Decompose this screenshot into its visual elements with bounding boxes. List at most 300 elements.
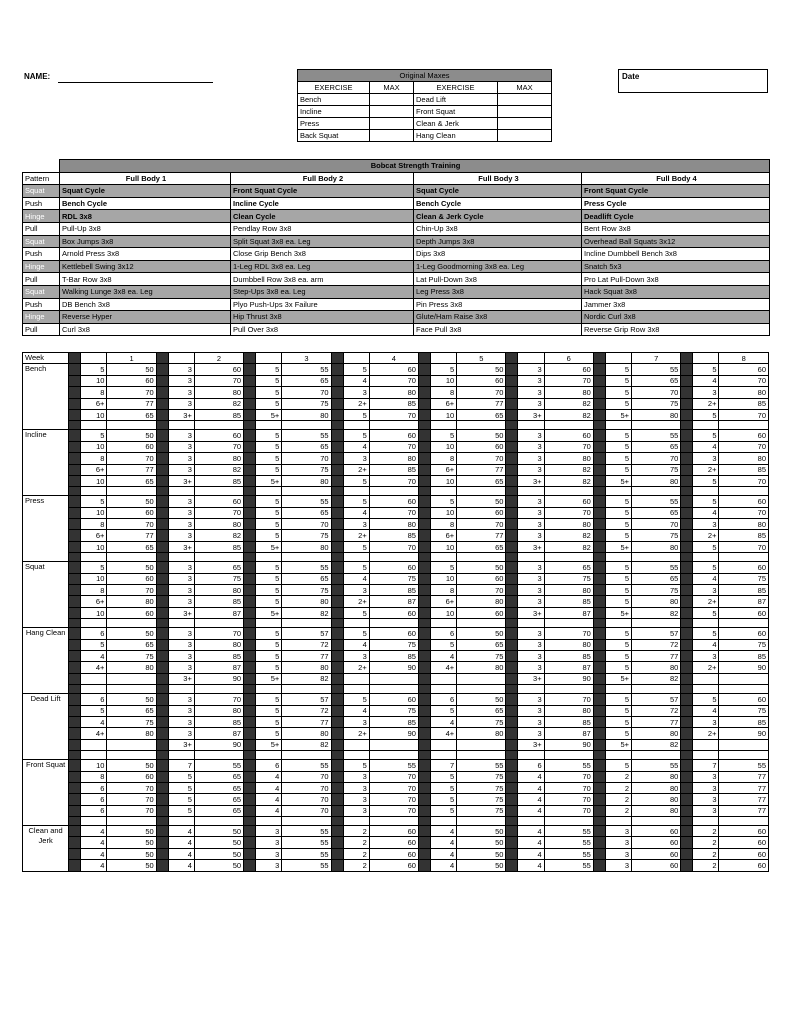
lift-row (23, 650, 769, 661)
reps-cell: 5 (431, 364, 457, 375)
blank-cell (343, 553, 369, 562)
blank-cell (282, 817, 331, 826)
max-entry-field[interactable] (498, 130, 552, 142)
divider-cell (244, 441, 256, 452)
percent-cell: 50 (194, 826, 243, 837)
blank-cell (457, 817, 506, 826)
percent-cell: 90 (194, 673, 243, 684)
percent-cell: 77 (719, 782, 769, 793)
percent-cell: 80 (544, 519, 593, 530)
max-entry-field[interactable] (498, 94, 552, 106)
exercise-cell: Pin Press 3x8 (414, 298, 582, 311)
divider-cell (69, 760, 81, 771)
lift-row (23, 430, 769, 441)
percent-cell: 60 (457, 573, 506, 584)
percent-cell: 70 (719, 541, 769, 552)
lift-name: Clean and Jerk (23, 826, 69, 872)
exercise-cell: Kettlebell Swing 3x12 (60, 260, 231, 273)
blank-cell (457, 553, 506, 562)
divider-cell (681, 375, 693, 386)
divider-cell (69, 837, 81, 848)
blank-cell (81, 619, 107, 628)
blank-cell (168, 751, 194, 760)
percent-cell: 65 (194, 562, 243, 573)
percent-cell: 55 (282, 562, 331, 573)
percent-cell: 55 (282, 496, 331, 507)
blank-cell (518, 751, 544, 760)
percent-cell: 65 (194, 794, 243, 805)
reps-cell: 5 (693, 496, 719, 507)
reps-cell: 3 (168, 507, 194, 518)
divider-cell (506, 464, 518, 475)
divider-cell (69, 716, 81, 727)
divider-cell (69, 453, 81, 464)
percent-cell: 70 (282, 453, 331, 464)
program-row (23, 235, 770, 248)
percent-cell: 70 (544, 782, 593, 793)
divider-cell (681, 464, 693, 475)
blank-cell (369, 553, 418, 562)
divider-cell (244, 353, 256, 364)
blank-cell (431, 487, 457, 496)
divider-cell (69, 685, 81, 694)
divider-cell (69, 826, 81, 837)
reps-cell: 6+ (431, 398, 457, 409)
reps-cell: 5+ (605, 607, 631, 618)
divider-cell (593, 487, 605, 496)
divider-cell (156, 826, 168, 837)
percent-cell: 60 (107, 507, 156, 518)
reps-cell: 3 (693, 805, 719, 816)
max-entry-field[interactable] (498, 106, 552, 118)
reps-cell: 5 (693, 409, 719, 420)
percent-cell: 55 (194, 760, 243, 771)
divider-cell (418, 837, 430, 848)
divider-cell (244, 573, 256, 584)
divider-cell (681, 553, 693, 562)
original-maxes-table (297, 69, 552, 142)
reps-cell: 10 (431, 475, 457, 486)
divider-cell (69, 662, 81, 673)
program-row (23, 273, 770, 286)
reps-cell: 3 (518, 453, 544, 464)
spacer-row (23, 421, 769, 430)
exercise-cell: Glute/Ham Raise 3x8 (414, 311, 582, 324)
blank-cell (719, 685, 769, 694)
divider-cell (156, 782, 168, 793)
percent-cell: 70 (544, 771, 593, 782)
reps-cell: 3 (256, 837, 282, 848)
reps-cell: 5 (605, 705, 631, 716)
percent-cell: 60 (632, 837, 681, 848)
pattern-cell: Push (23, 248, 60, 261)
program-row (23, 298, 770, 311)
percent-cell: 70 (107, 519, 156, 530)
reps-cell: 4 (343, 639, 369, 650)
percent-cell: 55 (632, 430, 681, 441)
lift-row (23, 573, 769, 584)
percent-cell: 55 (632, 496, 681, 507)
blank-cell (369, 421, 418, 430)
reps-cell: 5 (256, 430, 282, 441)
divider-cell (244, 751, 256, 760)
exercise-cell: Arnold Press 3x8 (60, 248, 231, 261)
pattern-cell: Squat (23, 235, 60, 248)
divider-cell (506, 826, 518, 837)
blank-cell (632, 619, 681, 628)
reps-cell: 2 (605, 782, 631, 793)
divider-cell (506, 619, 518, 628)
reps-cell: 4 (256, 771, 282, 782)
divider-cell (593, 619, 605, 628)
divider-cell (681, 530, 693, 541)
divider-cell (244, 826, 256, 837)
reps-cell: 3 (343, 716, 369, 727)
divider-cell (156, 496, 168, 507)
reps-cell: 4 (343, 573, 369, 584)
reps-cell: 3+ (168, 673, 194, 684)
lift-row (23, 694, 769, 705)
reps-cell (431, 739, 457, 750)
divider-cell (69, 794, 81, 805)
blank-cell (605, 553, 631, 562)
max-entry-field[interactable] (370, 106, 414, 118)
blank-cell (168, 685, 194, 694)
percent-cell: 80 (107, 728, 156, 739)
divider-cell (244, 409, 256, 420)
divider-cell (331, 837, 343, 848)
lift-name: Hang Clean (23, 628, 69, 694)
reps-cell: 3 (518, 650, 544, 661)
reps-cell: 5 (605, 585, 631, 596)
divider-cell (69, 387, 81, 398)
max-entry-field[interactable] (370, 94, 414, 106)
divider-cell (69, 421, 81, 430)
reps-cell: 4 (693, 507, 719, 518)
percent-cell: 55 (282, 430, 331, 441)
lift-row (23, 628, 769, 639)
reps-cell: 5 (256, 596, 282, 607)
lift-row (23, 805, 769, 816)
exercise-cell: DB Bench 3x8 (60, 298, 231, 311)
divider-cell (244, 739, 256, 750)
divider-cell (156, 353, 168, 364)
blank-cell (518, 487, 544, 496)
percent-cell: 80 (194, 453, 243, 464)
divider-cell (593, 464, 605, 475)
percent-cell: 75 (457, 771, 506, 782)
divider-cell (331, 585, 343, 596)
divider-cell (156, 607, 168, 618)
percent-cell: 70 (544, 628, 593, 639)
exercise-cell: Clean & Jerk Cycle (414, 210, 582, 223)
divider-cell (331, 805, 343, 816)
divider-cell (331, 826, 343, 837)
percent-cell: 82 (544, 475, 593, 486)
exercise-cell: Clean Cycle (231, 210, 414, 223)
exercise-cell: Bench Cycle (414, 197, 582, 210)
reps-cell: 6 (81, 794, 107, 805)
divider-cell (244, 837, 256, 848)
name-field[interactable] (58, 82, 213, 83)
percent-cell: 70 (457, 519, 506, 530)
reps-cell: 5 (605, 375, 631, 386)
percent-cell: 82 (282, 739, 331, 750)
percent-cell (719, 739, 769, 750)
reps-cell: 5 (431, 771, 457, 782)
percent-cell: 60 (369, 848, 418, 859)
lift-name: Squat (23, 562, 69, 628)
blank-cell (343, 487, 369, 496)
percent-cell: 70 (369, 441, 418, 452)
percent-cell: 70 (107, 805, 156, 816)
percent-cell: 65 (282, 375, 331, 386)
percent-cell: 60 (457, 507, 506, 518)
divider-cell (506, 794, 518, 805)
divider-cell (69, 441, 81, 452)
percent-cell: 80 (632, 475, 681, 486)
divider-cell (244, 475, 256, 486)
max-entry-field[interactable] (370, 118, 414, 130)
percent-cell: 77 (107, 530, 156, 541)
divider-cell (418, 596, 430, 607)
divider-cell (244, 705, 256, 716)
divider-cell (331, 848, 343, 859)
divider-cell (244, 607, 256, 618)
reps-cell: 3 (518, 430, 544, 441)
reps-cell: 6+ (431, 464, 457, 475)
percent-cell: 75 (194, 573, 243, 584)
reps-cell: 3 (693, 453, 719, 464)
reps-cell: 3 (168, 562, 194, 573)
divider-cell (506, 573, 518, 584)
reps-cell: 3 (168, 398, 194, 409)
divider-cell (681, 398, 693, 409)
blank-cell (343, 817, 369, 826)
reps-cell: 5 (343, 694, 369, 705)
divider-cell (69, 860, 81, 871)
reps-cell: 3 (605, 860, 631, 871)
percent-cell: 80 (282, 728, 331, 739)
divider-cell (331, 628, 343, 639)
maxes-row (298, 94, 552, 106)
reps-cell: 5 (605, 441, 631, 452)
date-field[interactable] (618, 69, 768, 93)
divider-cell (331, 409, 343, 420)
reps-cell: 3 (168, 375, 194, 386)
divider-cell (244, 771, 256, 782)
divider-cell (593, 530, 605, 541)
reps-cell: 10 (81, 507, 107, 518)
reps-cell: 3+ (168, 607, 194, 618)
reps-cell: 3 (343, 585, 369, 596)
divider-cell (506, 530, 518, 541)
divider-cell (244, 519, 256, 530)
reps-cell: 10 (81, 409, 107, 420)
exercise-cell: Close Grip Bench 3x8 (231, 248, 414, 261)
reps-cell: 5 (343, 628, 369, 639)
reps-cell: 5 (693, 607, 719, 618)
percent-cell: 65 (457, 541, 506, 552)
percent-cell: 77 (719, 805, 769, 816)
percent-cell: 90 (369, 728, 418, 739)
reps-cell: 5 (605, 662, 631, 673)
divider-cell (418, 860, 430, 871)
reps-cell: 3 (343, 782, 369, 793)
divider-cell (681, 541, 693, 552)
divider-cell (331, 441, 343, 452)
blank-cell (457, 685, 506, 694)
lift-row (23, 364, 769, 375)
blank-cell (457, 619, 506, 628)
divider-cell (331, 496, 343, 507)
percent-cell: 55 (544, 826, 593, 837)
divider-cell (593, 782, 605, 793)
exercise-cell: Face Pull 3x8 (414, 323, 582, 336)
blank-cell (518, 817, 544, 826)
divider-cell (681, 705, 693, 716)
max-entry-field[interactable] (370, 130, 414, 142)
divider-cell (681, 728, 693, 739)
divider-cell (244, 619, 256, 628)
divider-cell (331, 650, 343, 661)
reps-cell: 5 (81, 364, 107, 375)
divider-cell (681, 685, 693, 694)
lift-row (23, 771, 769, 782)
name-label: NAME: (24, 72, 51, 81)
exercise-cell: Pull Over 3x8 (231, 323, 414, 336)
reps-cell: 5+ (256, 673, 282, 684)
pattern-cell: Hinge (23, 210, 60, 223)
reps-cell: 5 (605, 562, 631, 573)
exercise-cell: Pull-Up 3x8 (60, 222, 231, 235)
divider-cell (418, 716, 430, 727)
percent-cell: 80 (457, 596, 506, 607)
divider-cell (418, 639, 430, 650)
percent-cell: 80 (194, 519, 243, 530)
percent-cell: 80 (632, 794, 681, 805)
divider-cell (331, 685, 343, 694)
divider-cell (418, 705, 430, 716)
lift-row (23, 541, 769, 552)
reps-cell: 3 (693, 716, 719, 727)
divider-cell (506, 716, 518, 727)
reps-cell: 2+ (693, 398, 719, 409)
percent-cell: 75 (457, 782, 506, 793)
divider-cell (69, 739, 81, 750)
percent-cell: 87 (194, 662, 243, 673)
blank-cell (544, 421, 593, 430)
blank-cell (369, 685, 418, 694)
reps-cell: 10 (81, 573, 107, 584)
blank-cell (518, 421, 544, 430)
reps-cell: 5 (256, 464, 282, 475)
lift-row (23, 760, 769, 771)
percent-cell: 72 (282, 639, 331, 650)
percent-cell: 65 (632, 441, 681, 452)
percent-cell: 80 (719, 387, 769, 398)
percent-cell: 77 (719, 771, 769, 782)
divider-cell (506, 771, 518, 782)
lift-name: Press (23, 496, 69, 562)
percent-cell: 50 (457, 694, 506, 705)
reps-cell: 2 (343, 837, 369, 848)
blank-cell (23, 160, 60, 173)
divider-cell (681, 364, 693, 375)
blank-cell (719, 817, 769, 826)
percent-cell: 90 (369, 662, 418, 673)
reps-cell: 2 (693, 826, 719, 837)
reps-cell: 4 (81, 650, 107, 661)
percent-cell: 82 (544, 541, 593, 552)
blank-cell (431, 553, 457, 562)
week-number: 2 (194, 353, 243, 364)
percent-cell: 77 (632, 650, 681, 661)
blank-cell (256, 553, 282, 562)
divider-cell (244, 562, 256, 573)
reps-cell: 4 (431, 848, 457, 859)
percent-cell (457, 739, 506, 750)
percent-cell: 70 (369, 375, 418, 386)
divider-cell (681, 619, 693, 628)
week-header-row (23, 353, 769, 364)
divider-cell (331, 475, 343, 486)
divider-cell (156, 628, 168, 639)
divider-cell (244, 760, 256, 771)
divider-cell (418, 573, 430, 584)
percent-cell: 50 (107, 837, 156, 848)
divider-cell (331, 387, 343, 398)
blank-cell (719, 487, 769, 496)
percent-cell: 70 (719, 475, 769, 486)
reps-cell: 5 (256, 562, 282, 573)
percent-cell: 77 (282, 716, 331, 727)
percent-cell: 80 (194, 387, 243, 398)
reps-cell: 8 (431, 453, 457, 464)
percent-cell: 50 (457, 628, 506, 639)
blank-cell (107, 487, 156, 496)
reps-cell: 2 (343, 826, 369, 837)
divider-cell (506, 387, 518, 398)
blank-cell (343, 685, 369, 694)
reps-cell: 3 (343, 650, 369, 661)
percent-cell: 60 (544, 430, 593, 441)
percent-cell: 60 (107, 771, 156, 782)
divider-cell (681, 430, 693, 441)
exercise-cell: Curl 3x8 (60, 323, 231, 336)
day-header: Full Body 1 (60, 172, 231, 185)
divider-cell (681, 596, 693, 607)
reps-cell: 5 (693, 562, 719, 573)
reps-cell (693, 739, 719, 750)
divider-cell (506, 441, 518, 452)
week-number: 8 (719, 353, 769, 364)
reps-cell: 10 (81, 375, 107, 386)
max-entry-field[interactable] (498, 118, 552, 130)
percent-cell: 50 (457, 826, 506, 837)
percent-cell: 85 (719, 650, 769, 661)
divider-cell (156, 562, 168, 573)
blank-cell (632, 553, 681, 562)
divider-cell (418, 487, 430, 496)
divider-cell (156, 619, 168, 628)
blank-cell (605, 817, 631, 826)
exercise-cell: Overhead Ball Squats 3x12 (582, 235, 770, 248)
divider-cell (506, 409, 518, 420)
reps-cell: 8 (431, 585, 457, 596)
divider-cell (506, 375, 518, 386)
divider-cell (681, 507, 693, 518)
